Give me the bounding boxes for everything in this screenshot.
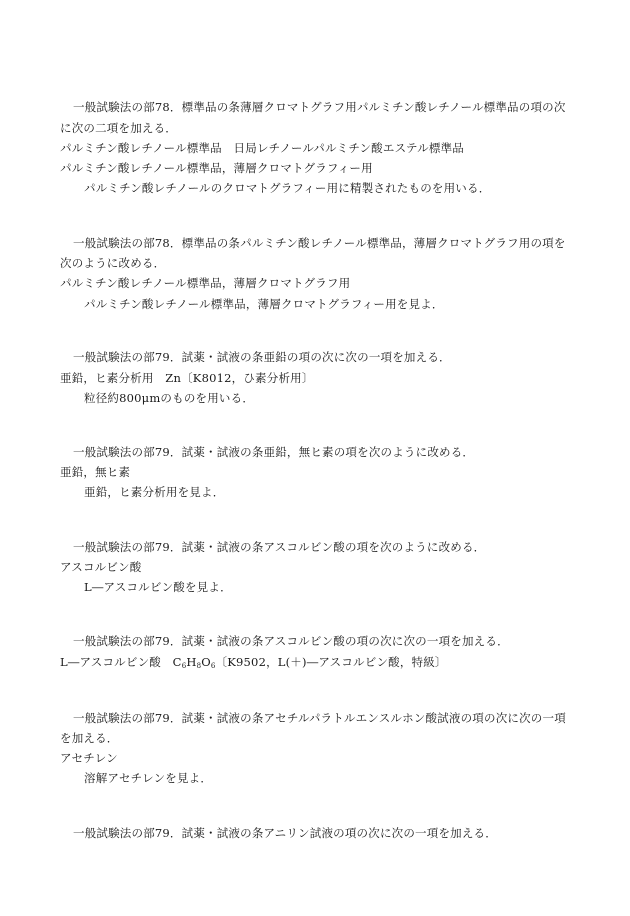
section-1-intro-line-1: 一般試験法の部78．標準品の条薄層クロマトグラフ用パルミチン酸レチノール標準品の項の次 <box>73 100 566 114</box>
section-1-entry-2-body: パルミチン酸レチノールのクロマトグラフィー用に精製されたものを用いる． <box>84 181 491 195</box>
section-1-entry-2-heading: パルミチン酸レチノール標準品，薄層クロマトグラフィー用 <box>60 161 373 175</box>
formula-suffix: 〔K9502，L(＋)―アスコルビン酸，特級〕 <box>215 655 447 669</box>
formula-prefix: L―アスコルビン酸 C <box>60 655 182 669</box>
section-1-intro-line-2: に次の二項を加える． <box>60 121 177 135</box>
section-5-entry-1-heading: アスコルビン酸 <box>60 560 142 574</box>
section-7-intro-line-1: 一般試験法の部79．試薬・試液の条アセチルパラトルエンスルホン酸試液の項の次に次の一項 <box>73 711 566 725</box>
section-4-entry-1-heading: 亜鉛，無ヒ素 <box>60 465 131 479</box>
section-5-intro-line-1: 一般試験法の部79．試薬・試液の条アスコルビン酸の項を次のように改める． <box>73 540 486 554</box>
section-7-intro-line-2: を加える． <box>60 731 119 745</box>
section-6-intro-line-1: 一般試験法の部79．試薬・試液の条アスコルビン酸の項の次に次の一項を加える． <box>73 634 509 648</box>
section-2-entry-1-body: パルミチン酸レチノール標準品，薄層クロマトグラフィー用を見よ． <box>84 297 444 311</box>
formula-subscript-carbon: 6 <box>181 662 187 670</box>
section-8-intro-line-1: 一般試験法の部79．試薬・試液の条アニリン試液の項の次に次の一項を加える． <box>73 826 497 840</box>
formula-hydrogen: H <box>186 655 197 669</box>
formula-oxygen: O <box>201 655 211 669</box>
section-2-entry-1-heading: パルミチン酸レチノール標準品，薄層クロマトグラフ用 <box>60 276 351 290</box>
section-4-intro-line-1: 一般試験法の部79．試薬・試液の条亜鉛，無ヒ素の項を次のように改める． <box>73 445 475 459</box>
section-3-entry-1-heading: 亜鉛，ヒ素分析用 Zn〔K8012，ひ素分析用〕 <box>60 371 314 385</box>
section-5-entry-1-body: L―アスコルビン酸を見よ． <box>84 580 232 594</box>
section-3-entry-1-body: 粒径約800μmのものを用いる． <box>84 391 255 405</box>
section-4-entry-1-body: 亜鉛，ヒ素分析用を見よ． <box>84 485 225 499</box>
section-3-intro-line-1: 一般試験法の部79．試薬・試液の条亜鉛の項の次に次の一項を加える． <box>73 350 451 364</box>
section-2-intro-line-2: 次のように改める． <box>60 256 166 270</box>
section-1-entry-1-heading: パルミチン酸レチノール標準品 日局レチノールパルミチン酸エステル標準品 <box>60 141 464 155</box>
section-7-entry-1-heading: アセチレン <box>60 751 118 765</box>
section-6-entry-1-heading <box>60 654 447 670</box>
section-2-intro-line-1: 一般試験法の部78．標準品の条パルミチン酸レチノール標準品，薄層クロマトグラフ用の項を <box>73 236 566 250</box>
formula-subscript-hydrogen: 8 <box>196 662 202 670</box>
formula-subscript-oxygen: 6 <box>210 662 216 670</box>
section-7-entry-1-body: 溶解アセチレンを見よ． <box>84 771 213 785</box>
